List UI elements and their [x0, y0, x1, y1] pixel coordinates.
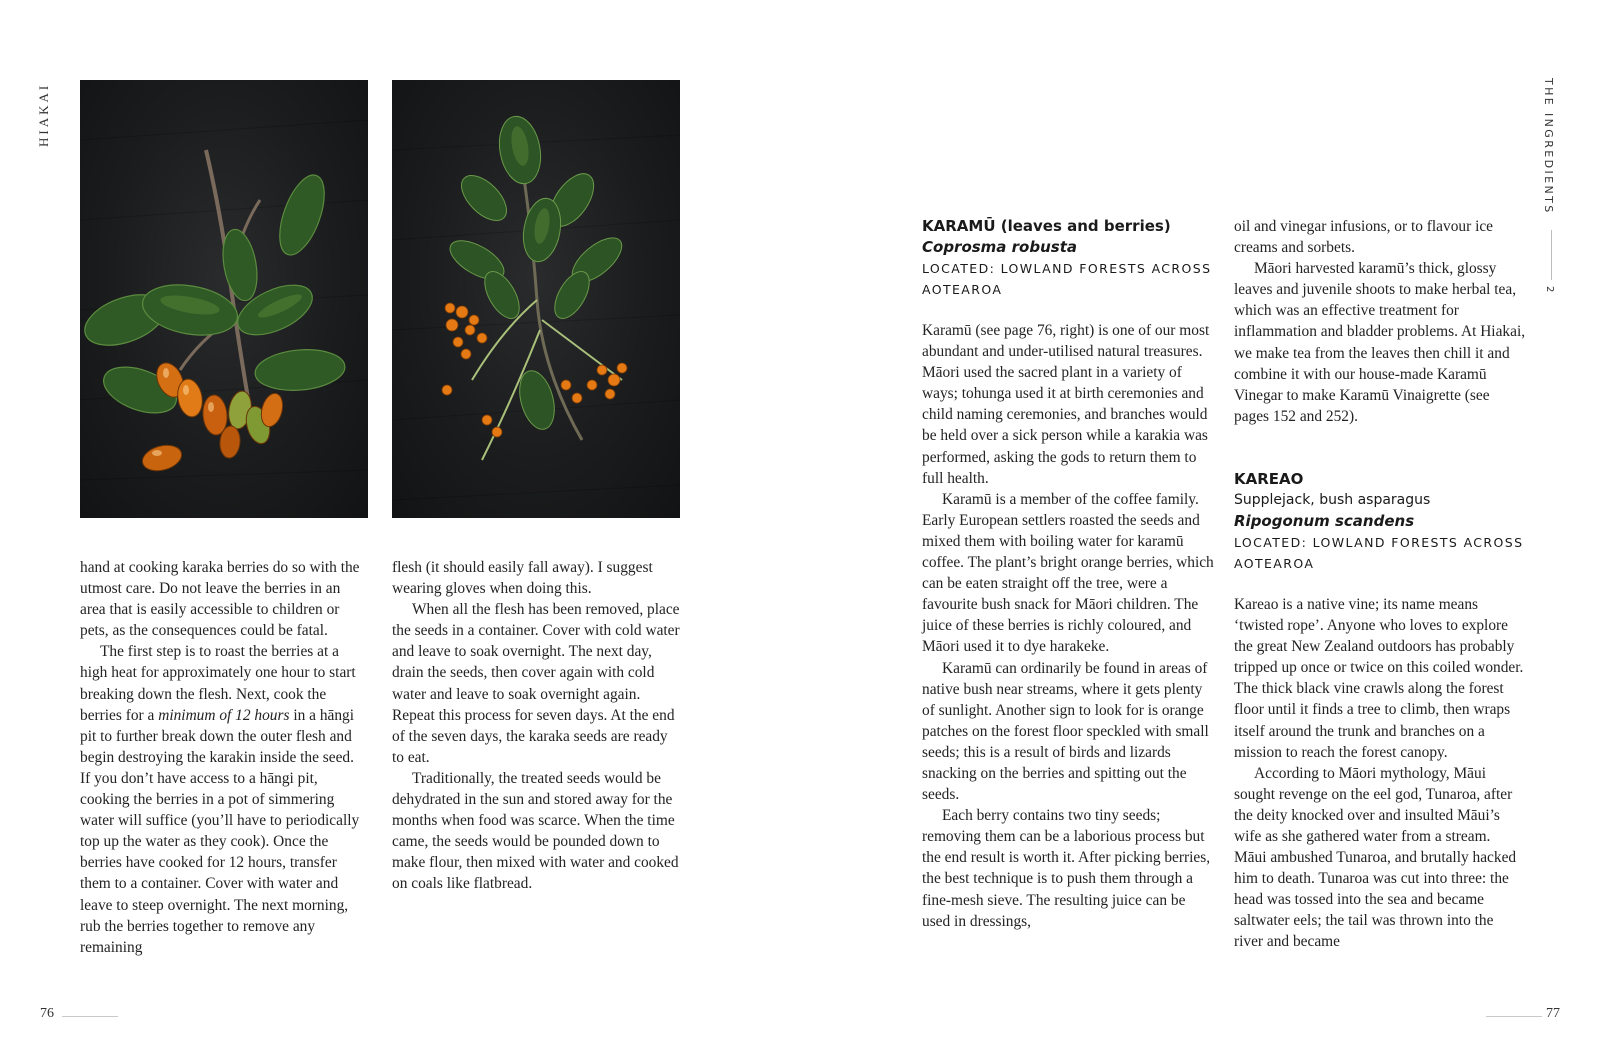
kareao-alias: Supplejack, bush asparagus — [1234, 491, 1431, 508]
page-number-right: 77 — [1546, 1006, 1560, 1021]
kareao-heading: KAREAO — [1234, 469, 1304, 488]
emphasis-text: minimum of 12 hours — [158, 706, 290, 724]
karaka-berries-photo — [80, 80, 368, 518]
section-divider — [1551, 230, 1552, 280]
paragraph: Traditionally, the treated seeds would be dehydrated in the sun and stored away for the months when food was scarce. When the time came, the seeds would be pounded down to make flour, then mixed with water and cooked on coals like flatbread. — [392, 769, 679, 893]
folio-rule-left — [62, 1016, 118, 1017]
left-page-column-1 — [80, 557, 368, 958]
karamu-berries-photo — [392, 80, 680, 518]
paragraph: Karamū can ordinarily be found in areas of native bush near streams, where it gets plenty of sunlight. Another sign to look for is orange patches on the forest floor speckled with small seeds; this is a result of birds and lizards snacking on the berries and spitting out the seeds. — [922, 659, 1209, 804]
karamu-location: LOCATED: LOWLAND FORESTS ACROSS AOTEAROA — [922, 261, 1212, 297]
running-head-left: HIAKAI — [36, 82, 51, 148]
paragraph: hand at cooking karaka berries do so with the utmost care. Do not leave the berries in an area that is easily accessible to children or pets, as the consequences could be fatal. — [80, 559, 360, 640]
paragraph: Karamū is a member of the coffee family. Early European settlers roasted the seeds and mixed them with boiling water for karamū coffee. The plant’s bright orange berries, which can be eaten straight off the tree, were a favourite bush snack for Māori children. The juice of these berries is richly coloured, and Māori used it to dye harakeke. — [922, 490, 1214, 656]
left-page-column-2 — [392, 557, 680, 895]
paragraph: Kareao is a native vine; its name means ‘twisted rope’. Anyone who loves to explore the great New Zealand outdoors has probably tripped up once or twice on this coiled wonder. The thick black vine crawls along the forest floor until it finds a tree to climb, then wraps itself around the trunk and branches on a mission to reach the forest canopy. — [1234, 595, 1524, 761]
paragraph: According to Māori mythology, Māui sought revenge on the eel god, Tunaroa, after the deity knocked over and insulted Māui’s wife as she gathered water from a stream. Māui ambushed Tunaroa, and brutally hacked him to death. Tunaroa was cut into three: the head was tossed into the sea and became saltwater eels; the tail was thrown into the river and became — [1234, 764, 1517, 951]
paragraph: Karamū (see page 76, right) is one of our most abundant and under-utilised natural treasures. Māori used the sacred plant in a variety of ways; tohunga used it at birth ceremonies and child naming ceremonies, and branches would be held over a sick person while a karakia was performed, asking the gods to return them to full health. — [922, 322, 1210, 487]
karamu-heading: KARAMŪ (leaves and berries) — [922, 217, 1171, 235]
paragraph: flesh (it should easily fall away). I suggest wearing gloves when doing this. — [392, 559, 653, 598]
kareao-scientific-name: Ripogonum scandens — [1234, 511, 1415, 530]
section-number: 2 — [1544, 286, 1555, 295]
right-page-column-1 — [922, 216, 1214, 932]
karamu-scientific-name: Coprosma robusta — [922, 238, 1077, 256]
folio-rule-right — [1486, 1016, 1542, 1017]
page-number-left: 76 — [40, 1006, 54, 1021]
section-title: THE INGREDIENTS — [1542, 78, 1555, 215]
paragraph: oil and vinegar infusions, or to flavour ice creams and sorbets. — [1234, 218, 1494, 257]
right-page-column-2 — [1234, 216, 1526, 953]
paragraph: Each berry contains two tiny seeds; removing them can be a laborious process but the end result is worth it. After picking berries, the best technique is to push them through a fine-mesh sieve. The resulting juice can be used in dressings, — [922, 807, 1211, 930]
paragraph: The first step is to roast the berries at a high heat for approximately one hour to start breaking down the flesh. Next, cook the berries for a minimum of 12 hours in a hāngi pit to further break down the outer flesh and begin destroying the karakin inside the seed. If you don’t have access to a hāngi pit, cooking the berries in a pot of simmering water will suffice (you’ll have to periodically top up the water as they cook). Once the berries have cooked for 12 hours, transfer them to a container. Cover with water and leave to steep overnight. The next morning, rub the berries together to remove any remaining — [80, 643, 360, 956]
kareao-location: LOCATED: LOWLAND FORESTS ACROSS AOTEAROA — [1234, 534, 1524, 571]
karamu-sprig-icon — [392, 80, 680, 518]
karaka-branch-icon — [80, 80, 368, 518]
running-head-right — [1542, 78, 1562, 300]
paragraph: When all the flesh has been removed, place the seeds in a container. Cover with cold water and leave to soak overnight. The next day, drain the seeds, then cover again with cold water and leave to soak overnight again. Repeat this process for seven days. At the end of the seven days, the karaka seeds are ready to eat. — [392, 601, 680, 766]
paragraph: Māori harvested karamū’s thick, glossy leaves and juvenile shoots to make herbal tea, which was an effective treatment for inflammation and bladder problems. At Hiakai, we make tea from the leaves then chill it and combine it with our house-made Karamū Vinegar to make Karamū Vinaigrette (see pages 152 and 252). — [1234, 260, 1526, 425]
